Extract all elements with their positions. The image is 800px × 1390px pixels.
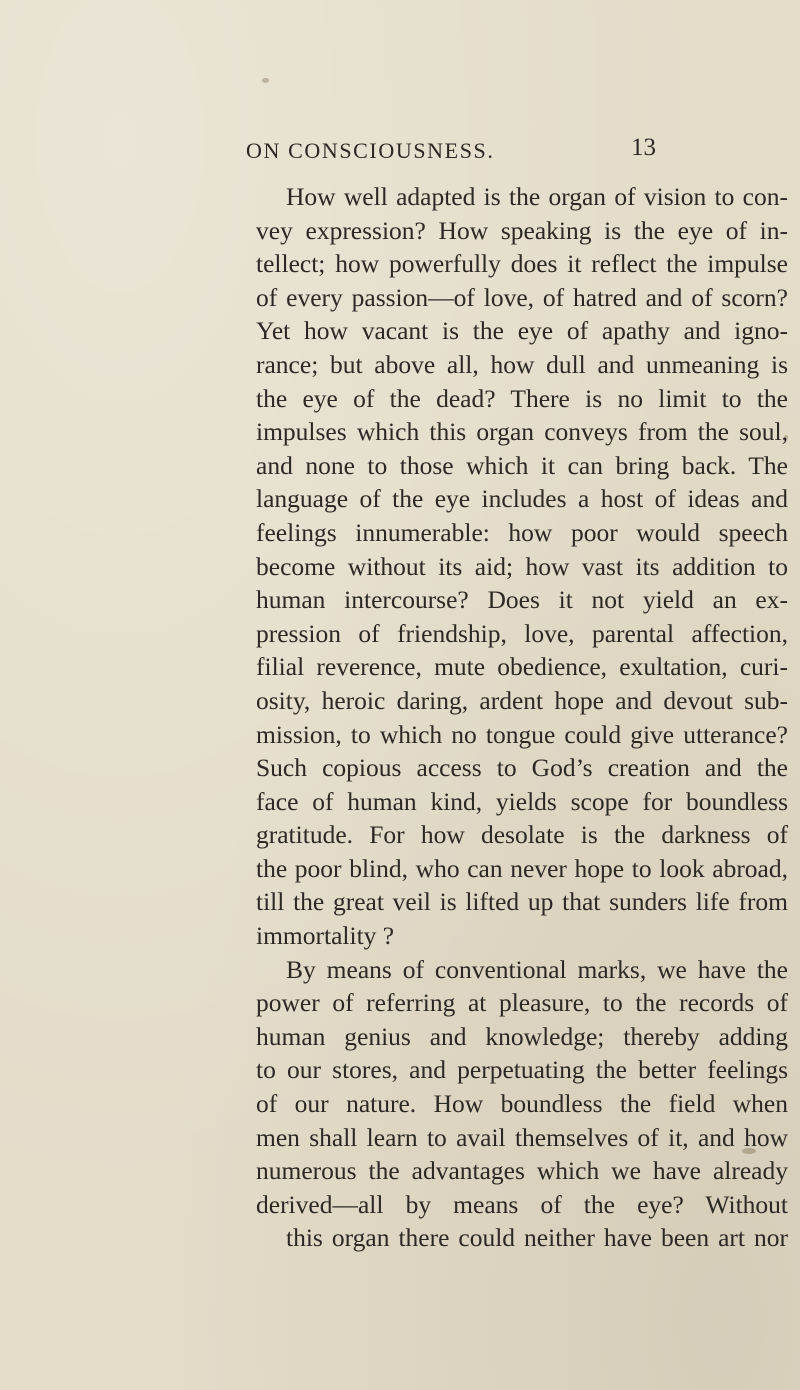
body-text (256, 180, 788, 1255)
text-line: impulses which this organ conveys from the soul, (256, 417, 788, 447)
page-number: 13 (631, 134, 656, 161)
text-line: vey expression? How speaking is the eye of in- (256, 215, 788, 245)
text-line: language of the eye includes a host of ideas and (256, 484, 788, 514)
text-line: human genius and knowledge; thereby adding (256, 1021, 788, 1051)
text-line: mission, to which no tongue could give utterance? (256, 719, 788, 749)
text-line: Yet how vacant is the eye of apathy and igno- (256, 316, 788, 346)
text-line: tellect; how powerfully does it reflect the impulse (256, 249, 788, 279)
paragraph-2 (256, 953, 788, 1255)
text-line: pression of friendship, love, parental affection, (256, 618, 788, 648)
text-line: the poor blind, who can never hope to look abroad, (256, 853, 788, 883)
text-line: human intercourse? Does it not yield an ex- (256, 585, 788, 615)
text-line: to our stores, and perpetuating the better feelings (256, 1055, 788, 1085)
text-line: derived—all by means of the eye? Without (256, 1189, 788, 1219)
text-line: the eye of the dead? There is no limit to the (256, 383, 788, 413)
text-line: How well adapted is the organ of vision to con- (286, 182, 788, 211)
running-head (246, 134, 656, 172)
text-line: immortality ? (256, 921, 395, 951)
paper-blemish (262, 78, 269, 83)
paragraph-1 (256, 180, 788, 953)
text-line: By means of conventional marks, we have the (286, 954, 788, 984)
text-line: filial reverence, mute obedience, exultation, curi- (256, 652, 788, 682)
text-line: rance; but above all, how dull and unmeaning is (256, 349, 788, 379)
text-line: this organ there could neither have been art nor (286, 1223, 788, 1253)
text-line: men shall learn to avail themselves of it, and how (256, 1122, 788, 1152)
text-line: osity, heroic daring, ardent hope and devout sub- (256, 685, 788, 715)
text-line: of every passion—of love, of hatred and of scorn? (256, 282, 788, 312)
text-line: feelings innumerable: how poor would speech (256, 517, 788, 547)
text-line: of our nature. How boundless the field when (256, 1089, 788, 1119)
text-line: till the great veil is lifted up that sunders life from (256, 887, 788, 917)
text-line: and none to those which it can bring back. The (256, 450, 788, 480)
text-line: become without its aid; how vast its addition to (256, 551, 788, 581)
running-title: ON CONSCIOUSNESS. (246, 138, 495, 163)
text-line: gratitude. For how desolate is the darkness of (256, 820, 788, 850)
text-line: Such copious access to God’s creation and the (256, 753, 788, 783)
text-line: face of human kind, yields scope for boundless (256, 786, 788, 816)
text-line: numerous the advantages which we have already (256, 1156, 788, 1186)
text-line: power of referring at pleasure, to the records of (256, 988, 788, 1018)
